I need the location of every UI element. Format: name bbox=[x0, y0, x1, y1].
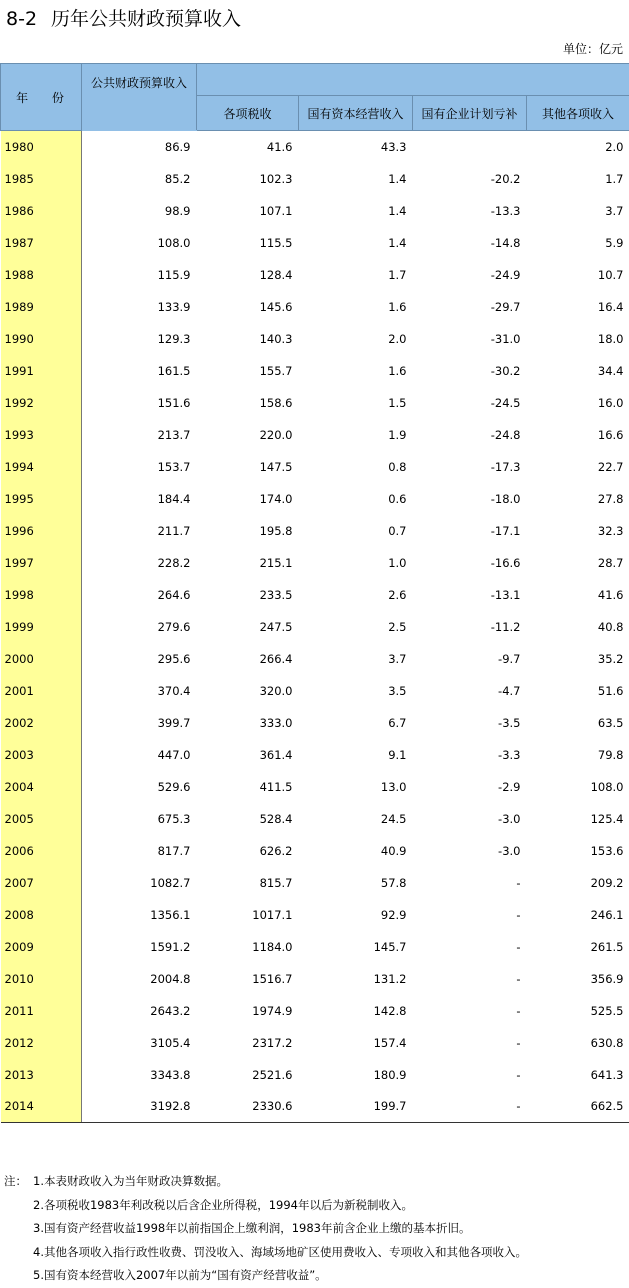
table-body bbox=[1, 131, 629, 1123]
cell-soe-subsidy: -3.0 bbox=[413, 803, 527, 835]
cell-year: 1985 bbox=[1, 163, 82, 195]
cell-tax: 361.4 bbox=[197, 739, 299, 771]
note-item bbox=[4, 1194, 527, 1218]
cell-year: 1998 bbox=[1, 579, 82, 611]
cell-total: 115.9 bbox=[82, 259, 197, 291]
cell-tax: 1516.7 bbox=[197, 963, 299, 995]
cell-soe-income: 145.7 bbox=[299, 931, 413, 963]
cell-total: 675.3 bbox=[82, 803, 197, 835]
cell-total: 279.6 bbox=[82, 611, 197, 643]
cell-other: 51.6 bbox=[527, 675, 629, 707]
cell-tax: 215.1 bbox=[197, 547, 299, 579]
cell-total: 447.0 bbox=[82, 739, 197, 771]
cell-other: 261.5 bbox=[527, 931, 629, 963]
cell-tax: 220.0 bbox=[197, 419, 299, 451]
cell-year: 1991 bbox=[1, 355, 82, 387]
cell-soe-subsidy: - bbox=[413, 867, 527, 899]
note-item bbox=[4, 1217, 527, 1241]
cell-soe-income: 57.8 bbox=[299, 867, 413, 899]
cell-soe-income: 1.4 bbox=[299, 163, 413, 195]
cell-year: 2013 bbox=[1, 1059, 82, 1091]
cell-other: 125.4 bbox=[527, 803, 629, 835]
cell-year: 2007 bbox=[1, 867, 82, 899]
cell-soe-income: 0.7 bbox=[299, 515, 413, 547]
note-text: 3.国有资产经营收益1998年以前指国企上缴利润，1983年前含企业上缴的基本折旧。 bbox=[33, 1217, 471, 1241]
cell-tax: 411.5 bbox=[197, 771, 299, 803]
cell-other: 641.3 bbox=[527, 1059, 629, 1091]
cell-soe-subsidy bbox=[413, 131, 527, 163]
note-text: 5.国有资本经营收入2007年以前为“国有资产经营收益”。 bbox=[33, 1264, 327, 1288]
note-item bbox=[4, 1264, 527, 1288]
table-row bbox=[1, 963, 629, 995]
cell-soe-income: 157.4 bbox=[299, 1027, 413, 1059]
cell-other: 630.8 bbox=[527, 1027, 629, 1059]
cell-tax: 815.7 bbox=[197, 867, 299, 899]
table-row bbox=[1, 771, 629, 803]
cell-soe-income: 180.9 bbox=[299, 1059, 413, 1091]
cell-other: 356.9 bbox=[527, 963, 629, 995]
cell-year: 1989 bbox=[1, 291, 82, 323]
cell-year: 2004 bbox=[1, 771, 82, 803]
cell-year: 1986 bbox=[1, 195, 82, 227]
cell-soe-subsidy: -20.2 bbox=[413, 163, 527, 195]
cell-year: 1980 bbox=[1, 131, 82, 163]
table-row bbox=[1, 867, 629, 899]
table-row bbox=[1, 803, 629, 835]
cell-other: 662.5 bbox=[527, 1091, 629, 1123]
cell-tax: 147.5 bbox=[197, 451, 299, 483]
header-soe-subsidy: 国有企业计划亏补 bbox=[413, 96, 527, 131]
cell-soe-subsidy: -2.9 bbox=[413, 771, 527, 803]
table-row bbox=[1, 451, 629, 483]
cell-tax: 247.5 bbox=[197, 611, 299, 643]
cell-year: 2014 bbox=[1, 1091, 82, 1123]
cell-total: 98.9 bbox=[82, 195, 197, 227]
page-title bbox=[6, 4, 241, 34]
cell-soe-income: 92.9 bbox=[299, 899, 413, 931]
cell-soe-income: 6.7 bbox=[299, 707, 413, 739]
cell-year: 1996 bbox=[1, 515, 82, 547]
cell-tax: 195.8 bbox=[197, 515, 299, 547]
cell-other: 35.2 bbox=[527, 643, 629, 675]
cell-total: 228.2 bbox=[82, 547, 197, 579]
cell-tax: 2317.2 bbox=[197, 1027, 299, 1059]
cell-soe-subsidy: -4.7 bbox=[413, 675, 527, 707]
cell-soe-subsidy: - bbox=[413, 995, 527, 1027]
table-row bbox=[1, 515, 629, 547]
cell-soe-subsidy: -3.0 bbox=[413, 835, 527, 867]
cell-year: 2005 bbox=[1, 803, 82, 835]
cell-year: 1987 bbox=[1, 227, 82, 259]
header-other: 其他各项收入 bbox=[527, 96, 629, 131]
cell-total: 153.7 bbox=[82, 451, 197, 483]
cell-total: 1082.7 bbox=[82, 867, 197, 899]
cell-other: 3.7 bbox=[527, 195, 629, 227]
table-row bbox=[1, 195, 629, 227]
table-row bbox=[1, 643, 629, 675]
cell-tax: 2330.6 bbox=[197, 1091, 299, 1123]
cell-soe-income: 1.7 bbox=[299, 259, 413, 291]
cell-total: 1356.1 bbox=[82, 899, 197, 931]
cell-year: 1997 bbox=[1, 547, 82, 579]
table-row bbox=[1, 131, 629, 163]
cell-soe-income: 0.6 bbox=[299, 483, 413, 515]
cell-total: 529.6 bbox=[82, 771, 197, 803]
cell-soe-income: 3.7 bbox=[299, 643, 413, 675]
cell-tax: 1017.1 bbox=[197, 899, 299, 931]
table-row bbox=[1, 419, 629, 451]
cell-other: 63.5 bbox=[527, 707, 629, 739]
table-row bbox=[1, 1091, 629, 1123]
revenue-table-container bbox=[0, 63, 629, 1123]
table-row bbox=[1, 355, 629, 387]
table-row bbox=[1, 899, 629, 931]
cell-total: 86.9 bbox=[82, 131, 197, 163]
cell-soe-income: 40.9 bbox=[299, 835, 413, 867]
table-row bbox=[1, 291, 629, 323]
cell-soe-subsidy: -11.2 bbox=[413, 611, 527, 643]
note-text: 1.本表财政收入为当年财政决算数据。 bbox=[33, 1170, 228, 1194]
cell-total: 2643.2 bbox=[82, 995, 197, 1027]
cell-year: 2006 bbox=[1, 835, 82, 867]
cell-total: 213.7 bbox=[82, 419, 197, 451]
cell-total: 151.6 bbox=[82, 387, 197, 419]
table-row bbox=[1, 835, 629, 867]
cell-total: 399.7 bbox=[82, 707, 197, 739]
cell-tax: 333.0 bbox=[197, 707, 299, 739]
cell-tax: 155.7 bbox=[197, 355, 299, 387]
cell-soe-income: 2.5 bbox=[299, 611, 413, 643]
cell-tax: 115.5 bbox=[197, 227, 299, 259]
cell-soe-income: 1.6 bbox=[299, 355, 413, 387]
table-row bbox=[1, 739, 629, 771]
cell-soe-subsidy: -9.7 bbox=[413, 643, 527, 675]
cell-total: 264.6 bbox=[82, 579, 197, 611]
cell-soe-subsidy: -30.2 bbox=[413, 355, 527, 387]
cell-other: 28.7 bbox=[527, 547, 629, 579]
notes-label: 注： bbox=[4, 1170, 33, 1194]
cell-total: 3192.8 bbox=[82, 1091, 197, 1123]
table-row bbox=[1, 675, 629, 707]
cell-soe-subsidy: -14.8 bbox=[413, 227, 527, 259]
cell-year: 2000 bbox=[1, 643, 82, 675]
cell-soe-subsidy: -16.6 bbox=[413, 547, 527, 579]
notes-section bbox=[4, 1170, 527, 1288]
cell-tax: 145.6 bbox=[197, 291, 299, 323]
cell-other: 10.7 bbox=[527, 259, 629, 291]
cell-year: 2001 bbox=[1, 675, 82, 707]
cell-other: 40.8 bbox=[527, 611, 629, 643]
cell-soe-subsidy: -24.8 bbox=[413, 419, 527, 451]
table-title: 历年公共财政预算收入 bbox=[51, 8, 241, 30]
cell-soe-subsidy: - bbox=[413, 1027, 527, 1059]
cell-other: 22.7 bbox=[527, 451, 629, 483]
table-row bbox=[1, 387, 629, 419]
cell-soe-income: 1.4 bbox=[299, 227, 413, 259]
cell-soe-subsidy: -17.3 bbox=[413, 451, 527, 483]
table-number: 8-2 bbox=[6, 8, 37, 30]
cell-tax: 1974.9 bbox=[197, 995, 299, 1027]
cell-other: 2.0 bbox=[527, 131, 629, 163]
table-row bbox=[1, 323, 629, 355]
table-row bbox=[1, 227, 629, 259]
header-soe-income: 国有资本经营收入 bbox=[299, 96, 413, 131]
cell-tax: 41.6 bbox=[197, 131, 299, 163]
cell-soe-income: 1.4 bbox=[299, 195, 413, 227]
cell-soe-subsidy: -31.0 bbox=[413, 323, 527, 355]
header-tax: 各项税收 bbox=[197, 96, 299, 131]
table-row bbox=[1, 707, 629, 739]
cell-tax: 107.1 bbox=[197, 195, 299, 227]
table-row bbox=[1, 611, 629, 643]
cell-tax: 266.4 bbox=[197, 643, 299, 675]
cell-other: 1.7 bbox=[527, 163, 629, 195]
table-row bbox=[1, 1059, 629, 1091]
header-total: 公共财政预算收入 bbox=[82, 64, 197, 131]
cell-other: 246.1 bbox=[527, 899, 629, 931]
cell-total: 817.7 bbox=[82, 835, 197, 867]
cell-soe-income: 24.5 bbox=[299, 803, 413, 835]
table-header bbox=[1, 64, 629, 131]
cell-total: 3343.8 bbox=[82, 1059, 197, 1091]
cell-other: 209.2 bbox=[527, 867, 629, 899]
table-row bbox=[1, 163, 629, 195]
cell-other: 108.0 bbox=[527, 771, 629, 803]
cell-soe-income: 1.5 bbox=[299, 387, 413, 419]
cell-other: 27.8 bbox=[527, 483, 629, 515]
cell-soe-income: 2.0 bbox=[299, 323, 413, 355]
table-row bbox=[1, 995, 629, 1027]
cell-other: 153.6 bbox=[527, 835, 629, 867]
cell-year: 1995 bbox=[1, 483, 82, 515]
cell-tax: 158.6 bbox=[197, 387, 299, 419]
cell-other: 16.0 bbox=[527, 387, 629, 419]
cell-soe-subsidy: -17.1 bbox=[413, 515, 527, 547]
note-item bbox=[4, 1170, 527, 1194]
cell-soe-income: 9.1 bbox=[299, 739, 413, 771]
cell-year: 1994 bbox=[1, 451, 82, 483]
cell-other: 16.4 bbox=[527, 291, 629, 323]
cell-soe-subsidy: - bbox=[413, 1059, 527, 1091]
note-text: 2.各项税收1983年利改税以后含企业所得税，1994年以后为新税制收入。 bbox=[33, 1194, 413, 1218]
cell-tax: 528.4 bbox=[197, 803, 299, 835]
cell-soe-subsidy: -13.3 bbox=[413, 195, 527, 227]
cell-tax: 1184.0 bbox=[197, 931, 299, 963]
cell-soe-income: 2.6 bbox=[299, 579, 413, 611]
cell-total: 211.7 bbox=[82, 515, 197, 547]
cell-tax: 320.0 bbox=[197, 675, 299, 707]
cell-tax: 233.5 bbox=[197, 579, 299, 611]
cell-year: 1999 bbox=[1, 611, 82, 643]
cell-other: 5.9 bbox=[527, 227, 629, 259]
table-row bbox=[1, 547, 629, 579]
revenue-table bbox=[0, 63, 629, 1123]
cell-total: 85.2 bbox=[82, 163, 197, 195]
cell-soe-subsidy: - bbox=[413, 963, 527, 995]
cell-soe-subsidy: -29.7 bbox=[413, 291, 527, 323]
cell-year: 2008 bbox=[1, 899, 82, 931]
cell-tax: 174.0 bbox=[197, 483, 299, 515]
cell-tax: 102.3 bbox=[197, 163, 299, 195]
cell-soe-subsidy: -24.5 bbox=[413, 387, 527, 419]
cell-other: 41.6 bbox=[527, 579, 629, 611]
cell-soe-income: 1.6 bbox=[299, 291, 413, 323]
cell-year: 1993 bbox=[1, 419, 82, 451]
cell-year: 2009 bbox=[1, 931, 82, 963]
cell-other: 16.6 bbox=[527, 419, 629, 451]
cell-soe-subsidy: - bbox=[413, 931, 527, 963]
cell-total: 295.6 bbox=[82, 643, 197, 675]
cell-tax: 128.4 bbox=[197, 259, 299, 291]
cell-year: 2012 bbox=[1, 1027, 82, 1059]
cell-soe-subsidy: - bbox=[413, 899, 527, 931]
cell-total: 3105.4 bbox=[82, 1027, 197, 1059]
cell-soe-income: 1.9 bbox=[299, 419, 413, 451]
cell-year: 1988 bbox=[1, 259, 82, 291]
cell-year: 1990 bbox=[1, 323, 82, 355]
header-group bbox=[197, 64, 629, 96]
cell-tax: 140.3 bbox=[197, 323, 299, 355]
table-row bbox=[1, 931, 629, 963]
cell-tax: 626.2 bbox=[197, 835, 299, 867]
cell-soe-subsidy: - bbox=[413, 1091, 527, 1123]
cell-tax: 2521.6 bbox=[197, 1059, 299, 1091]
cell-soe-subsidy: -3.3 bbox=[413, 739, 527, 771]
cell-other: 18.0 bbox=[527, 323, 629, 355]
cell-soe-income: 43.3 bbox=[299, 131, 413, 163]
table-row bbox=[1, 1027, 629, 1059]
cell-soe-subsidy: -24.9 bbox=[413, 259, 527, 291]
cell-soe-subsidy: -3.5 bbox=[413, 707, 527, 739]
cell-year: 1992 bbox=[1, 387, 82, 419]
cell-year: 2003 bbox=[1, 739, 82, 771]
table-row bbox=[1, 483, 629, 515]
cell-total: 108.0 bbox=[82, 227, 197, 259]
cell-soe-subsidy: -18.0 bbox=[413, 483, 527, 515]
cell-total: 129.3 bbox=[82, 323, 197, 355]
unit-label: 单位：亿元 bbox=[563, 40, 623, 57]
cell-soe-income: 131.2 bbox=[299, 963, 413, 995]
cell-soe-income: 199.7 bbox=[299, 1091, 413, 1123]
cell-soe-subsidy: -13.1 bbox=[413, 579, 527, 611]
cell-soe-income: 0.8 bbox=[299, 451, 413, 483]
cell-year: 2002 bbox=[1, 707, 82, 739]
cell-year: 2011 bbox=[1, 995, 82, 1027]
cell-total: 184.4 bbox=[82, 483, 197, 515]
cell-other: 79.8 bbox=[527, 739, 629, 771]
cell-other: 32.3 bbox=[527, 515, 629, 547]
table-row bbox=[1, 579, 629, 611]
cell-total: 2004.8 bbox=[82, 963, 197, 995]
header-year: 年 份 bbox=[1, 64, 82, 131]
cell-other: 34.4 bbox=[527, 355, 629, 387]
cell-total: 161.5 bbox=[82, 355, 197, 387]
table-row bbox=[1, 259, 629, 291]
note-item bbox=[4, 1241, 527, 1265]
cell-year: 2010 bbox=[1, 963, 82, 995]
cell-total: 133.9 bbox=[82, 291, 197, 323]
cell-soe-income: 13.0 bbox=[299, 771, 413, 803]
cell-other: 525.5 bbox=[527, 995, 629, 1027]
cell-soe-income: 1.0 bbox=[299, 547, 413, 579]
cell-soe-income: 142.8 bbox=[299, 995, 413, 1027]
cell-soe-income: 3.5 bbox=[299, 675, 413, 707]
cell-total: 370.4 bbox=[82, 675, 197, 707]
cell-total: 1591.2 bbox=[82, 931, 197, 963]
note-text: 4.其他各项收入指行政性收费、罚没收入、海域场地矿区使用费收入、专项收入和其他各项收入。 bbox=[33, 1241, 527, 1265]
